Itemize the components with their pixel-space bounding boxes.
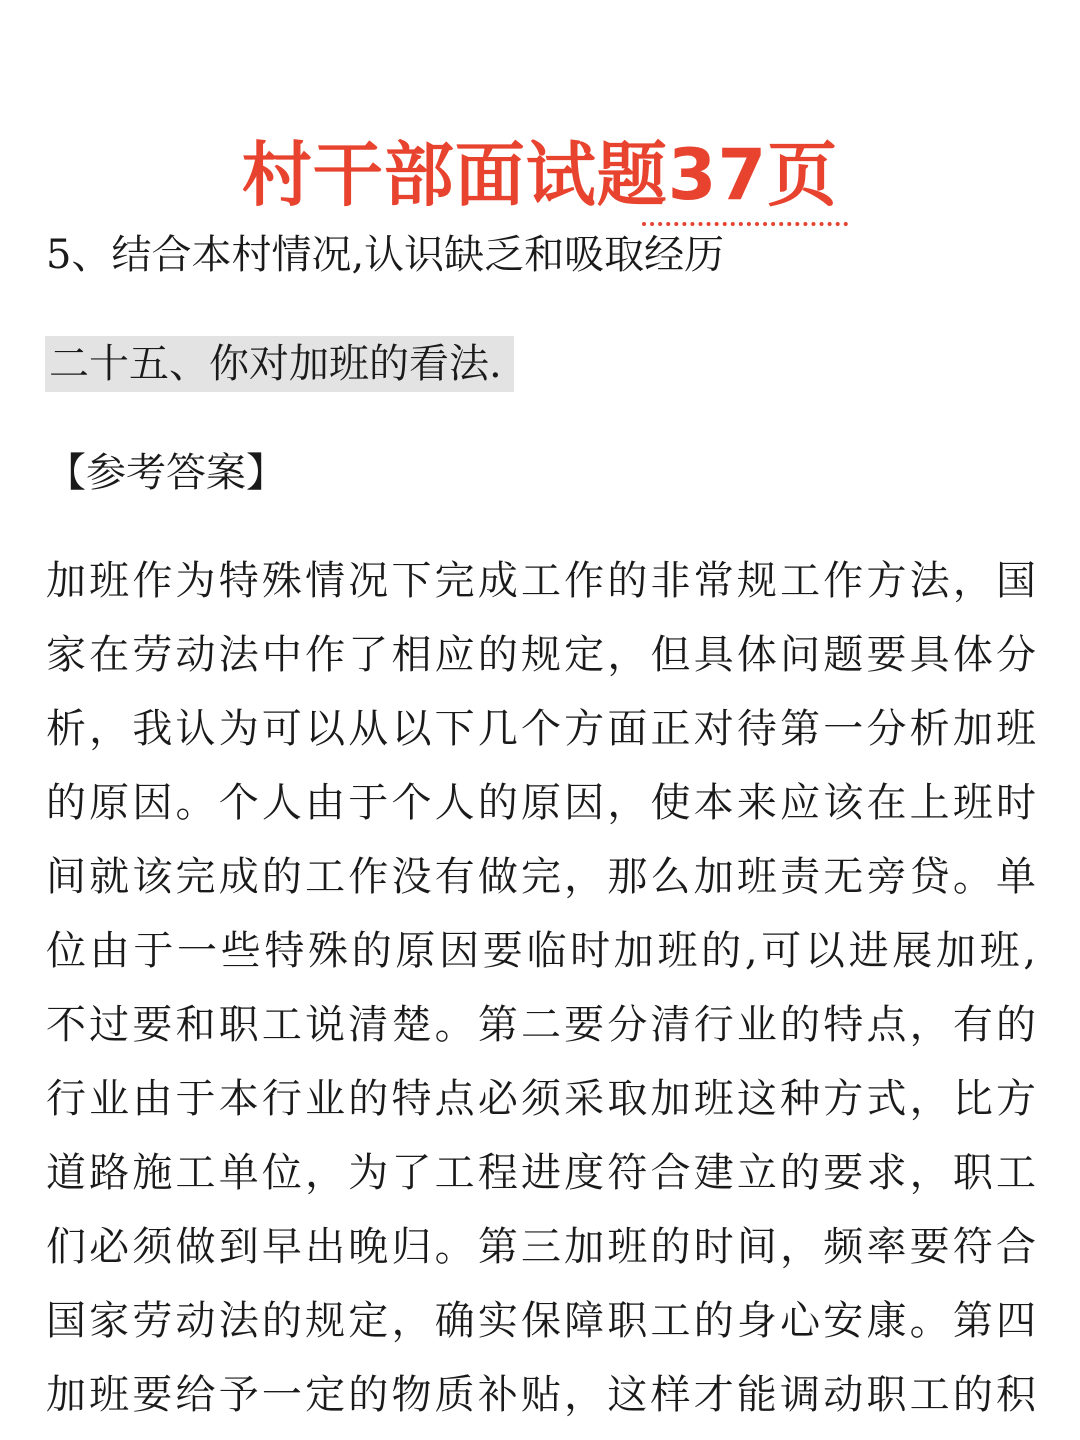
answer-label: 【参考答案】 [46,450,286,496]
body-line: 加班要给予一定的物质补贴，这样才能调动职工的积 [46,1372,1036,1418]
body-line: 加班作为特殊情况下完成工作的非常规工作方法，国 [46,558,1036,604]
body-line: 析，我认为可以从以下几个方面正对待第一分析加班 [46,706,1036,752]
body-line: 的原因。个人由于个人的原因，使本来应该在上班时 [46,780,1036,826]
question-heading: 二十五、你对加班的看法. [45,336,514,392]
body-line: 国家劳动法的规定，确实保障职工的身心安康。第四 [46,1298,1036,1344]
page-title: 村干部面试题37页 [241,134,839,216]
body-line: 道路施工单位，为了工程进度符合建立的要求，职工 [46,1150,1036,1196]
body-line: 们必须做到早出晚归。第三加班的时间，频率要符合 [46,1224,1036,1270]
body-line: 不过要和职工说清楚。第二要分清行业的特点，有的 [46,1002,1036,1048]
body-line: 间就该完成的工作没有做完，那么加班责无旁贷。单 [46,854,1036,900]
body-line: 家在劳动法中作了相应的规定，但具体问题要具体分 [46,632,1036,678]
body-line: 行业由于本行业的特点必须采取加班这种方式，比方 [46,1076,1036,1122]
body-line: 位由于一些特殊的原因要临时加班的,可以进展加班, [46,928,1036,974]
answer-body [46,544,1036,1432]
point-item: 5、结合本村情况,认识缺乏和吸取经历 [46,232,725,278]
